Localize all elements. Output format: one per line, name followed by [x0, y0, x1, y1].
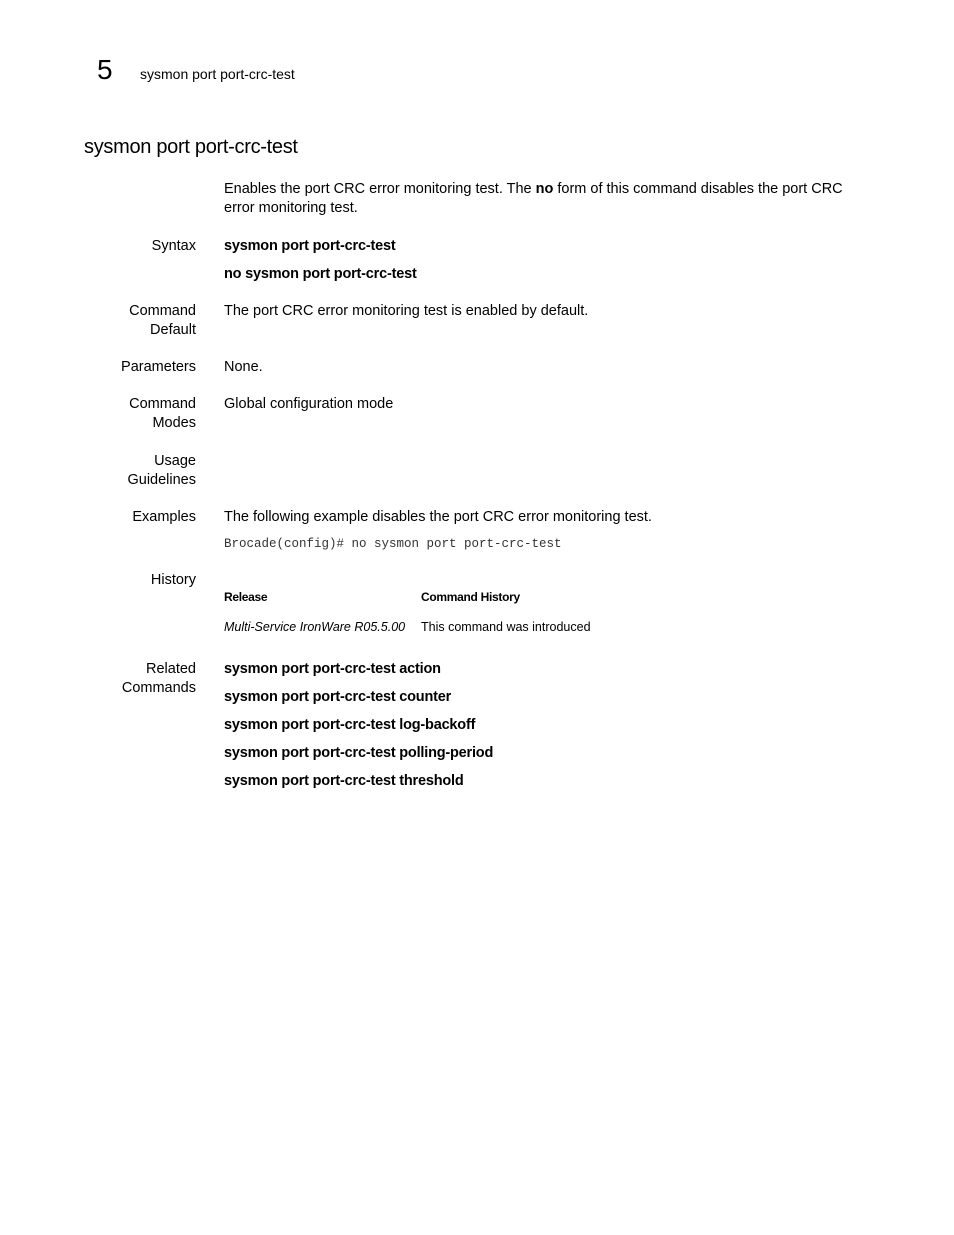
running-header-title: sysmon port port-crc-test	[140, 66, 295, 82]
related-commands-label-line1: Related	[146, 661, 196, 677]
examples-label: Examples	[132, 509, 196, 525]
command-modes-label	[84, 395, 196, 433]
command-modes-label-line2: Modes	[152, 415, 196, 431]
syntax-line-2: no sysmon port port-crc-test	[224, 266, 417, 282]
related-command-action[interactable]: sysmon port port-crc-test action	[224, 661, 441, 677]
examples-text: The following example disables the port CRC error monitoring test.	[224, 509, 652, 525]
syntax-label: Syntax	[151, 238, 196, 254]
intro-keyword: no	[535, 181, 554, 197]
parameters-label: Parameters	[121, 359, 196, 375]
command-default-label-line2: Default	[150, 322, 196, 338]
intro-paragraph	[224, 180, 864, 218]
history-label: History	[150, 572, 196, 588]
command-modes-label-line1: Command	[129, 396, 196, 412]
history-header-command-history: Command History	[421, 590, 520, 604]
parameters-text: None.	[224, 359, 263, 375]
command-default-label	[84, 302, 196, 340]
history-row-description: This command was introduced	[421, 620, 591, 634]
related-commands-label-line2: Commands	[121, 680, 196, 696]
related-command-log-backoff[interactable]: sysmon port port-crc-test log-backoff	[224, 717, 476, 733]
command-default-text: The port CRC error monitoring test is enabled by default.	[224, 303, 589, 319]
usage-guidelines-label	[84, 452, 196, 490]
usage-guidelines-label-line1: Usage	[154, 453, 196, 469]
history-row-release: Multi-Service IronWare R05.5.00	[224, 620, 406, 634]
page-title: sysmon port port-crc-test	[84, 136, 298, 158]
intro-text-1: Enables the port CRC error monitoring test. The	[224, 181, 536, 197]
history-header-release: Release	[224, 590, 268, 604]
example-code: Brocade(config)# no sysmon port port-crc-test	[224, 537, 562, 551]
command-default-label-line1: Command	[129, 303, 196, 319]
usage-guidelines-label-line2: Guidelines	[127, 472, 196, 488]
syntax-line-1: sysmon port port-crc-test	[224, 238, 396, 254]
related-commands-label	[84, 660, 196, 698]
intro-text-2: form of this command disables the port CRC error monitoring test.	[224, 181, 843, 216]
chapter-number: 5	[97, 54, 113, 85]
related-command-counter[interactable]: sysmon port port-crc-test counter	[224, 689, 452, 705]
related-command-polling-period[interactable]: sysmon port port-crc-test polling-period	[224, 745, 494, 761]
related-command-threshold[interactable]: sysmon port port-crc-test threshold	[224, 773, 464, 789]
command-modes-text: Global configuration mode	[224, 396, 394, 412]
